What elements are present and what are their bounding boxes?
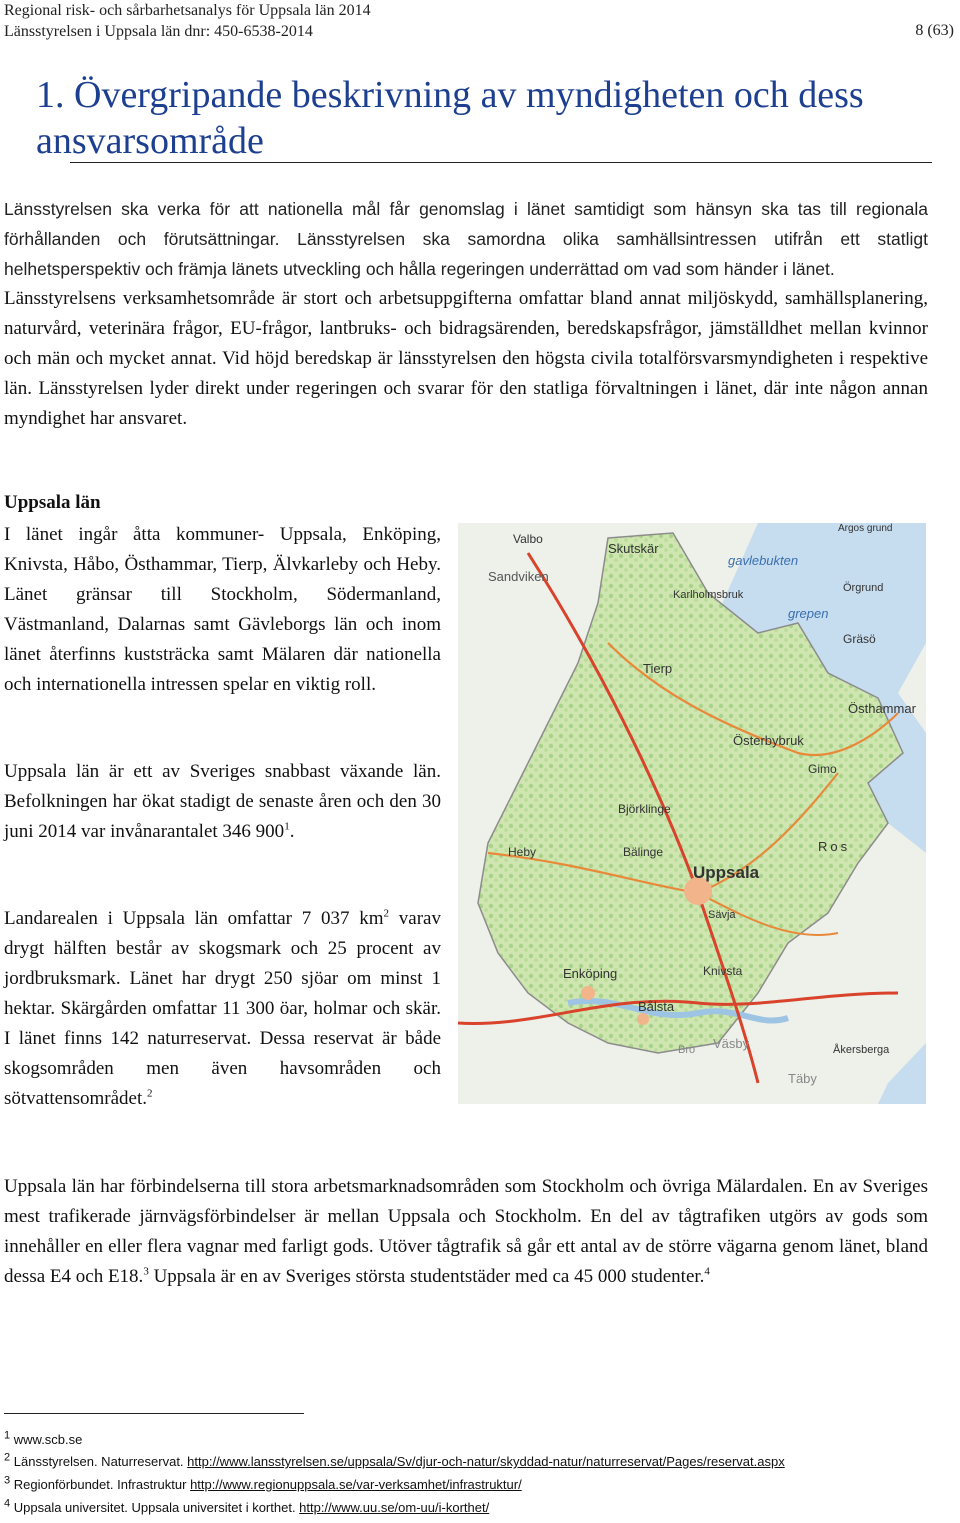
population-text: Uppsala län är ett av Sveriges snabbast växande län. Befolkningen har ökat stadigt de senaste åren och den 30 juni 2014 var invånarantalet 346 900: [4, 761, 441, 842]
footnote-text: Uppsala universitet. Uppsala universitet i korthet.: [13, 1500, 300, 1515]
map-label-karlholm: Karlholmsbruk: [673, 589, 744, 601]
footnote-ref-2[interactable]: 2: [147, 1087, 153, 1100]
footnote-1: [4, 1429, 83, 1448]
map-label-bjorklinge: Björklinge: [618, 802, 671, 816]
map-label-sandviken: Sandviken: [488, 569, 549, 584]
footnote-number: 3: [4, 1474, 11, 1487]
map-label-osterbybruk: Österbybruk: [733, 733, 804, 748]
population-end: .: [289, 821, 295, 842]
map-label-ros: Ros: [818, 839, 851, 854]
infrastructure-text-b: Uppsala är en av Sveriges största studentstäder med ca 45 000 studenter.: [148, 1266, 705, 1287]
footnote-text: www.scb.se: [13, 1432, 83, 1447]
map-label-uppsala: Uppsala: [693, 863, 760, 882]
document-header-dnr: Länsstyrelsen i Uppsala län dnr: 450-6538-2014: [4, 23, 313, 40]
map-label-vasby: Väsby: [713, 1036, 750, 1051]
section-subheading: Uppsala län: [4, 492, 101, 513]
land-area-text-a: Landarealen i Uppsala län omfattar 7 037 km: [4, 908, 384, 929]
intro-paragraph-serif: Länsstyrelsens verksamhetsområde är stort och arbetsuppgifterna omfattar bland annat miljöskydd, samhällsplanering, naturvård, veterinära frågor, EU-frågor, lantbruks- och bidragsärenden, beredskapsfrågor, jämställdhet mellan kvinnor och män och mycket annat. Vid höjd beredskap är länsstyrelsen den högsta civila totalförsvarsmyndigheten i respektive län. Länsstyrelsen lyder direkt under regeringen och svarar för den statliga förvaltningen i länet, där inte någon annan myndighet har ansvaret.: [4, 288, 928, 429]
map-label-gavlebukten: gavlebukten: [728, 553, 799, 568]
balsta-urban-area: [637, 1013, 649, 1025]
map-label-balinge: Bälinge: [623, 845, 664, 859]
map-label-enkoping: Enköping: [563, 966, 618, 981]
footnote-number: 4: [4, 1497, 11, 1510]
footnote-ref-4[interactable]: 4: [704, 1265, 710, 1278]
map-label-taby: Täby: [788, 1071, 817, 1086]
footnote-text: Länsstyrelsen. Naturreservat.: [13, 1454, 188, 1469]
land-area-paragraph: [4, 904, 441, 1114]
population-paragraph: [4, 757, 441, 847]
footnote-link[interactable]: http://www.regionuppsala.se/var-verksamhet/infrastruktur/: [190, 1477, 522, 1492]
map-label-valbo: Valbo: [513, 532, 543, 546]
intro-paragraph-sans: Länsstyrelsen ska verka för att nationella mål får genomslag i länet samtidigt som hänsyn ska tas till regionala förhållanden och förutsättningar. Länsstyrelsen ska samordna olika samhällsintressen utifrån ett statligt helhetsperspektiv och främja länets utveckling och hålla regeringen underrättad om vad som händer i länet.: [4, 199, 928, 279]
footnote-number: 1: [4, 1429, 11, 1442]
land-area-text-b: varav drygt hälften består av skogsmark och 25 procent av jordbruksmark. Länet har drygt 250 sjöar om minst 1 hektar. Skärgården omfattar 11 300 öar, holmar och skär. I länet finns 142 naturreservat. Dessa reservat är både skogsområden men även havsområden och sötvattensområdet.: [4, 908, 441, 1109]
municipalities-paragraph: I länet ingår åtta kommuner- Uppsala, Enköping, Knivsta, Håbo, Östhammar, Tierp, Älvkarleby och Heby. Länet gränsar till Stockholm, Södermanland, Västmanland, Dalarnas samt Gävleborgs län och inom länet återfinns kuststräcka samt Mälaren där nationella och internationella intressen spelar en viktig roll.: [4, 524, 441, 695]
map-label-osthammar: Östhammar: [848, 701, 916, 716]
heading-rule: [70, 162, 932, 163]
map-label-grepen: grepen: [788, 606, 829, 621]
footnote-2: [4, 1451, 785, 1470]
footnote-ref-1[interactable]: 1: [284, 820, 290, 833]
footnote-rule: [4, 1413, 304, 1414]
map-label-skutskar: Skutskär: [608, 541, 659, 556]
map-label-knivsta: Knivsta: [703, 964, 743, 978]
superscript-2: 2: [383, 907, 390, 920]
map-label-argos: Argos grund: [838, 523, 893, 534]
footnote-ref-3[interactable]: 3: [143, 1265, 149, 1278]
document-header-title: Regional risk- och sårbarhetsanalys för Uppsala län 2014: [4, 2, 371, 19]
footnote-number: 2: [4, 1451, 11, 1464]
footnote-3: [4, 1474, 522, 1493]
map-label-akersberga: Åkersberga: [833, 1044, 890, 1056]
page-number: 8 (63): [915, 22, 954, 39]
map-label-heby: Heby: [508, 845, 537, 859]
page-title: 1. Övergripande beskrivning av myndigheten och dess ansvarsområde: [36, 74, 864, 162]
map-label-balsta: Bålsta: [638, 999, 675, 1014]
map-label-orgrund: Örgrund: [843, 582, 884, 594]
footnote-4: [4, 1497, 490, 1516]
map-label-savja: Sävja: [708, 909, 736, 921]
infrastructure-text-a: Uppsala län har förbindelserna till stora arbetsmarknadsområden som Stockholm och övriga Mälardalen. En av Sveriges mest trafikerade järnvägsförbindelser är mellan Uppsala och Stockholm. En del av tågtrafiken utgörs av gods som innehåller en eller flera vagnar med farligt gods. Utöver tågtrafik så går ett antal av de större vägarna genom länet, bland dessa E4 och E18.: [4, 1176, 928, 1287]
map-label-tierp: Tierp: [643, 661, 673, 676]
footnote-text: Regionförbundet. Infrastruktur: [13, 1477, 191, 1492]
footnote-link[interactable]: http://www.lansstyrelsen.se/uppsala/Sv/djur-och-natur/skyddad-natur/naturreservat/Pages/reservat.aspx: [187, 1454, 785, 1469]
footnote-link[interactable]: http://www.uu.se/om-uu/i-korthet/: [299, 1500, 490, 1515]
infrastructure-paragraph: [4, 1172, 928, 1292]
uppsala-county-map: [458, 523, 926, 1104]
map-label-bro: Bro: [678, 1044, 696, 1056]
enkoping-urban-area: [581, 986, 595, 1000]
map-label-graso: Gräsö: [843, 632, 876, 646]
map-label-gimo: Gimo: [808, 762, 837, 776]
